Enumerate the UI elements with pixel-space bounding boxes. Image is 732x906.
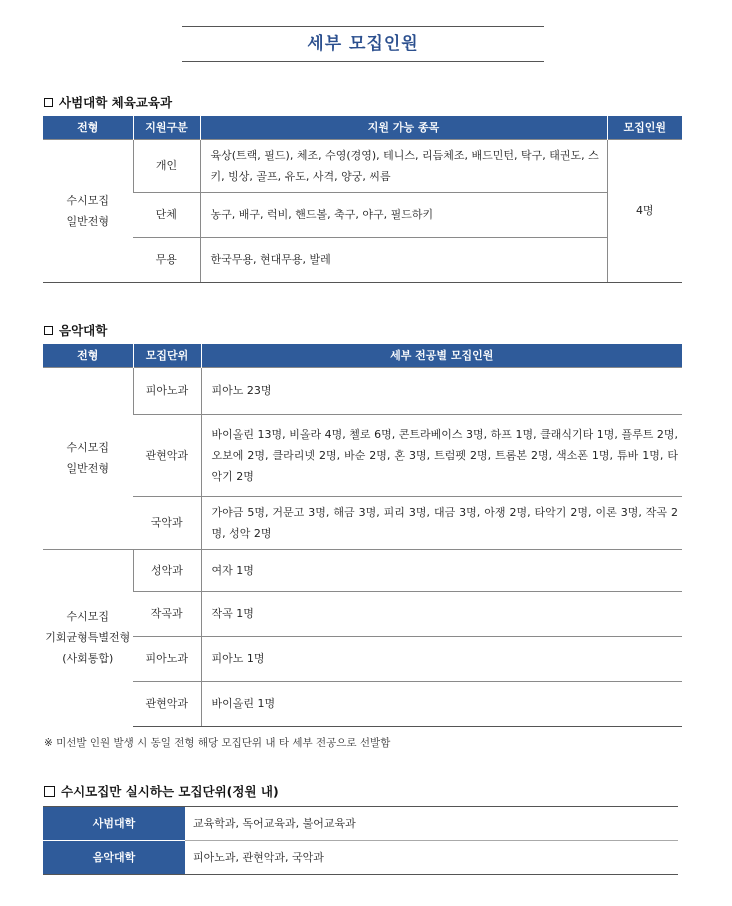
unit-cell: 작곡과 <box>133 591 201 636</box>
admission-type-cell: 수시모집 기회균형특별전형 (사회통합) <box>43 549 133 726</box>
detail-cell: 피아노 23명 <box>201 367 682 414</box>
events-cell: 농구, 배구, 럭비, 핸드볼, 축구, 야구, 필드하키 <box>200 192 607 237</box>
count-cell: 4명 <box>607 139 682 282</box>
checkbox-square-icon <box>44 326 53 335</box>
unit-cell: 성악과 <box>133 549 201 591</box>
unit-cell: 국악과 <box>133 496 201 549</box>
detail-cell: 바이올린 1명 <box>201 681 682 726</box>
header-events: 지원 가능 종목 <box>200 116 607 139</box>
pe-table <box>43 116 682 283</box>
college-cell: 음악대학 <box>43 841 185 875</box>
checkbox-square-icon <box>44 786 55 797</box>
header-type: 전형 <box>43 116 133 139</box>
early-only-table <box>43 806 678 875</box>
header-unit: 모집단위 <box>133 344 201 367</box>
section-heading-early-only <box>44 782 279 800</box>
header-category: 지원구분 <box>133 116 200 139</box>
category-cell: 개인 <box>133 139 200 192</box>
header-count: 모집인원 <box>607 116 682 139</box>
college-cell: 사범대학 <box>43 807 185 841</box>
section-heading-music <box>44 321 107 339</box>
unit-cell: 피아노과 <box>133 636 201 681</box>
section-heading-label: 음악대학 <box>59 323 108 338</box>
section-heading-label: 수시모집만 실시하는 모집단위(정원 내) <box>61 784 279 799</box>
events-cell: 육상(트랙, 필드), 체조, 수영(경영), 테니스, 리듬체조, 배드민턴, 탁구, 태권도, 스키, 빙상, 골프, 유도, 사격, 양궁, 씨름 <box>200 139 607 192</box>
unit-cell: 피아노과 <box>133 367 201 414</box>
units-cell: 교육학과, 독어교육과, 불어교육과 <box>193 816 356 830</box>
checkbox-square-icon <box>44 98 53 107</box>
unit-cell: 관현악과 <box>133 681 201 726</box>
footnote: ※ 미선발 인원 발생 시 동일 전형 해당 모집단위 내 타 세부 전공으로 선발함 <box>44 737 391 749</box>
section-heading-education <box>44 93 172 111</box>
detail-cell: 작곡 1명 <box>201 591 682 636</box>
admission-type-cell: 수시모집 일반전형 <box>43 367 133 549</box>
admission-type-cell: 수시모집 일반전형 <box>43 139 133 282</box>
events-cell: 한국무용, 현대무용, 발레 <box>200 237 607 282</box>
detail-cell: 바이올린 13명, 비올라 4명, 첼로 6명, 콘트라베이스 3명, 하프 1명, 클래식기타 1명, 플루트 2명, 오보에 2명, 클라리넷 2명, 바순 2명, 혼 3명, 트럼펫 2명, 트롬본 2명, 색소폰 1명, 튜바 1명, 타악기 2명 <box>201 414 682 496</box>
header-detail: 세부 전공별 모집인원 <box>201 344 682 367</box>
detail-cell: 피아노 1명 <box>201 636 682 681</box>
detail-cell: 가야금 5명, 거문고 3명, 해금 3명, 피리 3명, 대금 3명, 아쟁 2명, 타악기 2명, 이론 3명, 작곡 2명, 성악 2명 <box>201 496 682 549</box>
title-box <box>182 26 544 62</box>
category-cell: 단체 <box>133 192 200 237</box>
detail-cell: 여자 1명 <box>201 549 682 591</box>
category-cell: 무용 <box>133 237 200 282</box>
section-heading-label: 사범대학 체육교육과 <box>59 95 173 110</box>
music-table <box>43 344 682 727</box>
unit-cell: 관현악과 <box>133 414 201 496</box>
page-title: 세부 모집인원 <box>307 34 419 54</box>
units-cell: 피아노과, 관현악과, 국악과 <box>185 841 678 875</box>
header-type: 전형 <box>43 344 133 367</box>
